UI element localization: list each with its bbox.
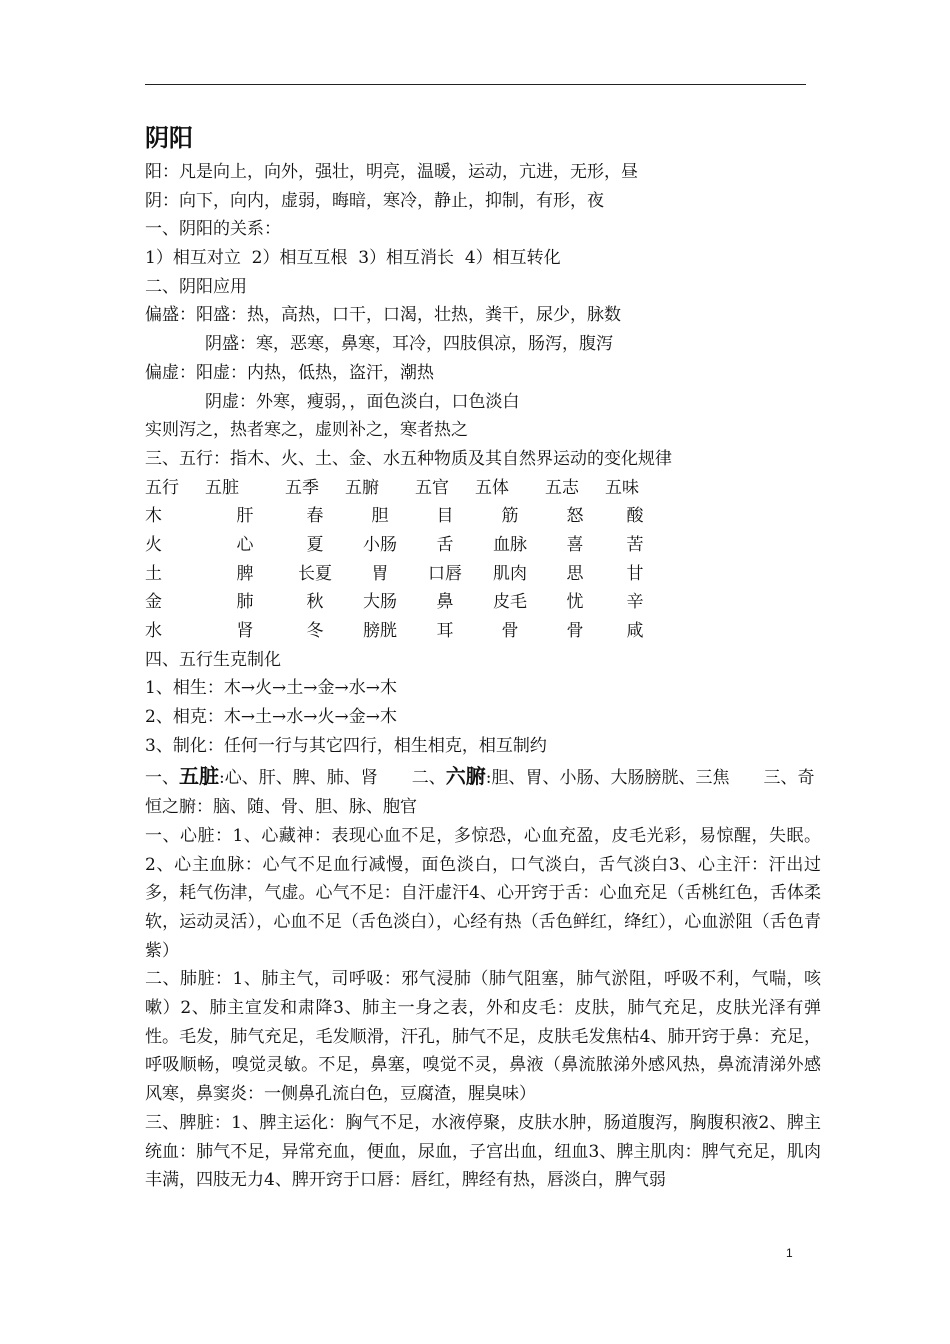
table-cell: 辛 — [626, 592, 644, 613]
table-cell: 舌 — [436, 534, 454, 555]
regulation-line: 3、制化：任何一行与其它四行，相生相克，相互制约 — [145, 735, 547, 756]
five-zang-list: :心、肝、脾、肺、肾 — [219, 768, 378, 789]
table-cell: 金 — [145, 592, 162, 613]
restriction-cycle: 2、相克：木→土→水→火→金→木 — [145, 707, 398, 728]
table-cell: 胆 — [371, 506, 389, 527]
document-body — [145, 118, 821, 1195]
table-cell: 咸 — [626, 621, 644, 641]
table-cell: 春 — [306, 506, 324, 527]
table-cell: 忧 — [566, 592, 584, 613]
table-cell: 甘 — [626, 563, 644, 584]
table-cell: 脾 — [236, 563, 254, 584]
table-cell: 目 — [436, 506, 454, 527]
zang-fu-line — [145, 762, 821, 793]
generation-cycle: 1、相生：木→火→土→金→水→木 — [145, 678, 398, 699]
deficiency-yang-line: 偏虚：阳虚：内热，低热，盗汗，潮热 — [145, 362, 434, 383]
table-cell: 苦 — [626, 534, 644, 555]
section-heading-relations: 一、阴阳的关系： — [145, 219, 281, 240]
five-elements-table — [145, 474, 821, 646]
table-cell: 心 — [236, 534, 254, 555]
six-fu-list: :胆、胃、小肠、大肠膀胱、三焦 — [485, 768, 730, 789]
table-cell: 肝 — [236, 506, 254, 527]
table-row — [145, 531, 821, 560]
lung-paragraph: 二、肺脏：1、肺主气，司呼吸：邪气浸肺（肺气阻塞，肺气淤阻，呼吸不利，气喘，咳嗽）2、肺主宣发和肃降3、肺主一身之表，外和皮毛：皮肤，肺气充足，皮肤光泽有弹性。毛发，肺气充足，毛发顺滑，汗孔，肺气不足，皮肤毛发焦枯4、肺开窍于鼻：充足，呼吸顺畅，嗅觉灵敏。不足，鼻塞，嗅觉不灵，鼻液（鼻流脓涕外感风热，鼻流清涕外感风寒，鼻窦炎：一侧鼻孔流白色，豆腐渣，腥臭味） — [145, 969, 821, 1105]
table-cell: 肺 — [236, 592, 254, 613]
table-cell: 水 — [145, 621, 162, 641]
table-cell: 皮毛 — [493, 592, 527, 613]
table-cell: 土 — [145, 563, 162, 584]
table-cell: 冬 — [306, 621, 324, 641]
table-cell: 夏 — [306, 534, 324, 555]
table-cell: 思 — [566, 563, 584, 584]
section-heading-application: 二、阴阳应用 — [145, 276, 247, 297]
table-header-cell: 五志 — [545, 477, 579, 498]
fu-prefix: 二、 — [411, 768, 446, 789]
five-zang-heading: 五脏 — [179, 764, 219, 789]
table-header-cell: 五体 — [475, 477, 509, 498]
extraordinary-fu-line: 恒之腑：脑、随、骨、胆、脉、胞官 — [145, 797, 417, 818]
table-cell: 肾 — [236, 621, 254, 641]
deficiency-yin-line: 阴虚：外寒，瘦弱，，面色淡白，口色淡白 — [205, 391, 520, 412]
table-cell: 大肠 — [363, 592, 397, 613]
table-cell: 喜 — [566, 534, 584, 555]
table-header-cell: 五味 — [605, 477, 639, 498]
excess-yang-line: 偏盛：阳盛：热，高热，口干，口渴，壮热，粪干，尿少，脉数 — [145, 305, 621, 326]
table-cell: 血脉 — [493, 534, 527, 555]
table-header-cell: 五腑 — [345, 477, 379, 498]
table-header-cell: 五行 — [145, 477, 179, 498]
table-cell: 耳 — [436, 621, 454, 641]
zang-prefix: 一、 — [145, 768, 179, 789]
yang-line: 阳：凡是向上，向外，强壮，明亮，温暖，运动，亢进，无形，昼 — [145, 162, 638, 182]
table-cell: 长夏 — [298, 563, 332, 584]
section-heading-generation: 四、五行生克制化 — [145, 649, 281, 670]
table-cell: 小肠 — [363, 534, 397, 555]
table-cell: 火 — [145, 534, 162, 555]
table-cell: 酸 — [626, 506, 644, 527]
table-row — [145, 560, 821, 589]
table-cell: 鼻 — [436, 592, 454, 613]
table-cell: 怒 — [566, 506, 584, 527]
yin-line: 阴：向下，向内，虚弱，晦暗，寒冷，静止，抑制，有形，夜 — [145, 190, 604, 211]
relations-list: 1）相互对立 2）相互互根 3）相互消长 4）相互转化 — [145, 248, 561, 269]
table-header-cell: 五官 — [415, 477, 449, 498]
table-row — [145, 502, 821, 531]
six-fu-heading: 六腑 — [445, 764, 486, 789]
table-header-cell: 五季 — [285, 477, 319, 498]
page-number: 1 — [786, 1246, 793, 1260]
table-cell: 骨 — [566, 621, 584, 641]
table-row — [145, 588, 821, 617]
table-cell: 筋 — [501, 506, 519, 527]
extraordinary-prefix: 三、奇 — [763, 768, 815, 789]
table-row — [145, 617, 821, 646]
header-rule — [145, 84, 806, 85]
treatment-principle: 实则泻之，热者寒之，虚则补之，寒者热之 — [145, 420, 468, 441]
table-cell: 膀胱 — [363, 621, 397, 641]
excess-yin-line: 阴盛：寒，恶寒，鼻寒，耳冷，四肢俱凉，肠泻，腹泻 — [205, 334, 613, 355]
section-heading-five-elements: 三、五行：指木、火、土、金、水五种物质及其自然界运动的变化规律 — [145, 448, 672, 469]
table-cell: 木 — [145, 506, 162, 527]
heart-paragraph: 一、心脏：1、心藏神：表现心血不足，多惊恐，心血充盈，皮毛光彩，易惊醒，失眠。2、心主血脉：心气不足血行减慢，面色淡白，口气淡白，舌气淡白3、心主汗：汗出过多，耗气伤津，气虚。心气不足：自汗虚汗4、心开窍于舌：心血充足（舌桃红色，舌体柔软，运动灵活），心血不足（舌色淡白），心经有热（舌色鲜红，绛红），心血淤阻（舌色青紫） — [145, 825, 821, 961]
spleen-paragraph: 三、脾脏：1、脾主运化：胸气不足，水液停聚，皮肤水肿，肠道腹泻，胸腹积液2、脾主统血：肺气不足，异常充血，便血，尿血，子宫出血，纽血3、脾主肌肉：脾气充足，肌肉丰满，四肢无力4、脾开窍于口唇：唇红，脾经有热，唇淡白，脾气弱 — [145, 1112, 821, 1191]
table-cell: 秋 — [306, 592, 324, 613]
table-header-row — [145, 474, 821, 503]
table-cell: 肌肉 — [493, 563, 527, 584]
table-cell: 骨 — [501, 621, 519, 641]
table-cell: 口唇 — [428, 563, 462, 584]
page-title: 阴阳 — [145, 124, 193, 152]
table-header-cell: 五脏 — [205, 477, 239, 498]
table-cell: 胃 — [371, 563, 389, 584]
